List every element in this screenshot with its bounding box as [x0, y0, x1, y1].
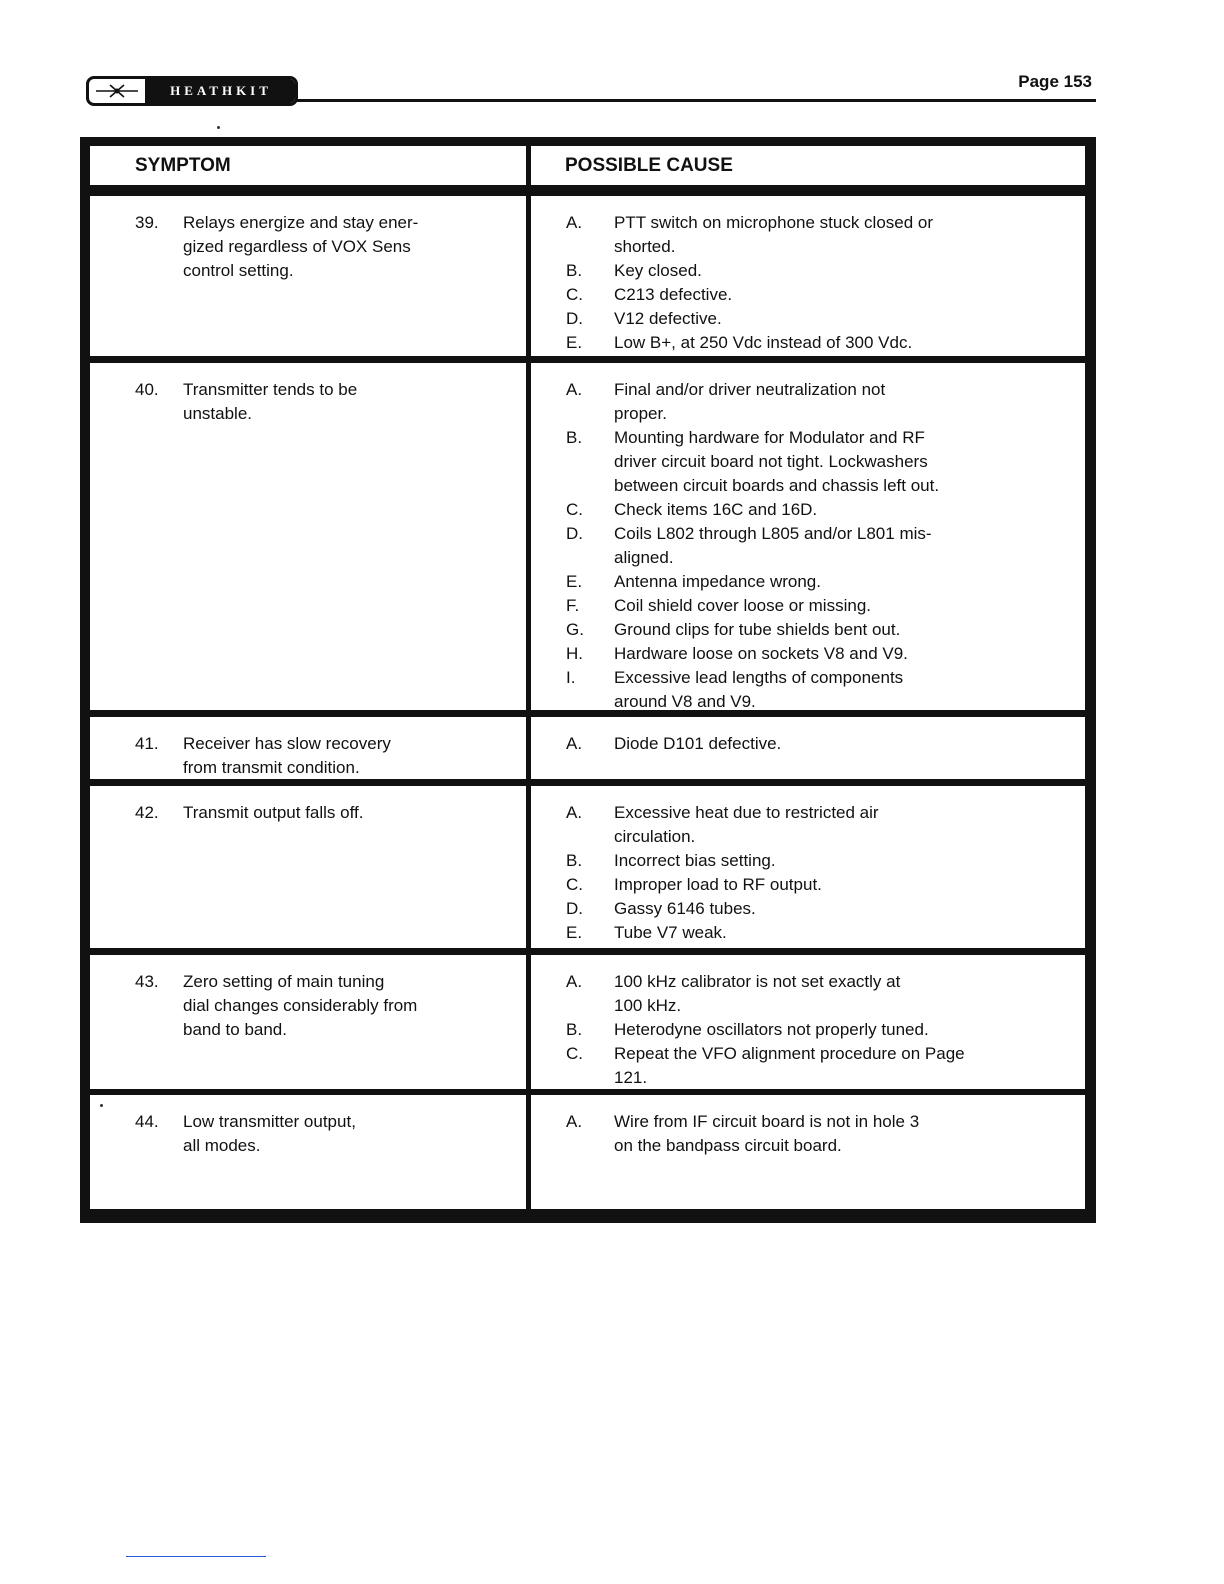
- cause-text: Hardware loose on sockets V8 and V9.: [614, 644, 908, 663]
- cause-text: PTT switch on microphone stuck closed or shorted.: [614, 213, 934, 256]
- table-row-44-symptom: [90, 1095, 526, 1209]
- cause-text: Heterodyne oscillators not properly tuned.: [614, 1020, 929, 1039]
- symptom-number: 42.: [135, 803, 159, 822]
- symptom-text: Receiver has slow recovery from transmit condition.: [183, 734, 391, 777]
- cause-letter: I.: [566, 668, 576, 687]
- footer-underline: [126, 1556, 266, 1557]
- table-row-42-symptom: [90, 786, 526, 948]
- table-row-41-symptom: [90, 717, 526, 779]
- logo-wordmark: HEATHKIT: [147, 79, 295, 103]
- cause-item: [566, 570, 1085, 594]
- cause-item: [566, 642, 1085, 666]
- page-header: [84, 72, 1096, 112]
- symptom-text: Transmit output falls off.: [183, 803, 364, 822]
- cause-text: Low B+, at 250 Vdc instead of 300 Vdc.: [614, 333, 913, 352]
- cause-item: [566, 426, 1085, 498]
- symptom-text: Transmitter tends to be unstable.: [183, 380, 358, 423]
- cause-letter: A.: [566, 734, 583, 753]
- cause-text: Coils L802 through L805 and/or L801 mis- aligned.: [614, 524, 932, 567]
- cause-item: [566, 1018, 1085, 1042]
- cause-letter: E.: [566, 572, 583, 591]
- cause-letter: C.: [566, 500, 583, 519]
- cause-item: [566, 666, 1085, 714]
- cause-letter: A.: [566, 972, 583, 991]
- cause-letter: B.: [566, 1020, 583, 1039]
- cause-item: [566, 732, 1085, 756]
- symptom-text: Zero setting of main tuning dial changes considerably from band to band.: [183, 972, 418, 1039]
- cause-text: Antenna impedance wrong.: [614, 572, 821, 591]
- cause-text: Excessive lead lengths of components around V8 and V9.: [614, 668, 904, 711]
- cause-letter: A.: [566, 213, 583, 232]
- cause-text: Wire from IF circuit board is not in hole 3 on the bandpass circuit board.: [614, 1112, 920, 1155]
- cause-item: [566, 307, 1085, 331]
- cause-text: Incorrect bias setting.: [614, 851, 776, 870]
- cause-text: Ground clips for tube shields bent out.: [614, 620, 901, 639]
- table-row-39-causes: [531, 196, 1085, 356]
- symptom-number: 43.: [135, 972, 159, 991]
- cause-letter: E.: [566, 333, 583, 352]
- cause-letter: D.: [566, 309, 583, 328]
- cause-text: Final and/or driver neutralization not proper.: [614, 380, 886, 423]
- cause-text: C213 defective.: [614, 285, 733, 304]
- cause-text: Excessive heat due to restricted air circulation.: [614, 803, 879, 846]
- cause-item: [566, 1042, 1085, 1090]
- cause-item: [566, 211, 1085, 259]
- column-header-symptom-label: SYMPTOM: [135, 154, 231, 176]
- symptom-text: Relays energize and stay ener- gized regardless of VOX Sens control setting.: [183, 213, 419, 280]
- table-row-40-causes: [531, 363, 1085, 710]
- cause-item: [566, 801, 1085, 849]
- cause-text: Gassy 6146 tubes.: [614, 899, 756, 918]
- cause-item: [566, 618, 1085, 642]
- cause-item: [566, 522, 1085, 570]
- stray-dot: [217, 126, 220, 129]
- cause-letter: G.: [566, 620, 584, 639]
- cause-text: Key closed.: [614, 261, 702, 280]
- cause-letter: B.: [566, 261, 583, 280]
- troubleshooting-table: [80, 137, 1096, 1223]
- cause-letter: A.: [566, 803, 583, 822]
- cause-item: [566, 921, 1085, 945]
- cause-item: [566, 259, 1085, 283]
- page-number: Page 153: [1018, 72, 1092, 91]
- cause-letter: C.: [566, 285, 583, 304]
- table-row-43-causes: [531, 955, 1085, 1089]
- cause-item: [566, 970, 1085, 1018]
- cause-item: [566, 873, 1085, 897]
- table-row-43-symptom: [90, 955, 526, 1089]
- cause-text: Coil shield cover loose or missing.: [614, 596, 871, 615]
- stray-dot: [100, 1104, 103, 1107]
- column-header-cause: [531, 146, 1085, 185]
- cause-item: [566, 1110, 1085, 1158]
- column-header-symptom: [90, 146, 526, 185]
- cause-item: [566, 594, 1085, 618]
- cause-text: Mounting hardware for Modulator and RF driver circuit board not tight. Lockwashers between circuit boards and chassis left out.: [614, 428, 940, 495]
- cause-text: Check items 16C and 16D.: [614, 500, 818, 519]
- cause-text: V12 defective.: [614, 309, 722, 328]
- cause-letter: C.: [566, 875, 583, 894]
- cause-letter: B.: [566, 851, 583, 870]
- symptom-number: 44.: [135, 1112, 159, 1131]
- heathkit-logo: [86, 76, 298, 106]
- cause-item: [566, 498, 1085, 522]
- table-row-41-causes: [531, 717, 1085, 779]
- cause-letter: E.: [566, 923, 583, 942]
- cause-item: [566, 849, 1085, 873]
- cause-text: Diode D101 defective.: [614, 734, 782, 753]
- cause-letter: B.: [566, 428, 583, 447]
- cause-item: [566, 283, 1085, 307]
- symptom-number: 41.: [135, 734, 159, 753]
- table-row-39-symptom: [90, 196, 526, 356]
- symptom-number: 40.: [135, 380, 159, 399]
- cause-letter: A.: [566, 380, 583, 399]
- table-row-42-causes: [531, 786, 1085, 948]
- column-header-cause-label: POSSIBLE CAUSE: [565, 154, 733, 176]
- cause-item: [566, 378, 1085, 426]
- symptom-number: 39.: [135, 213, 159, 232]
- cause-letter: D.: [566, 524, 583, 543]
- cause-letter: F.: [566, 596, 580, 615]
- cause-text: Repeat the VFO alignment procedure on Page 121.: [614, 1044, 965, 1087]
- cause-letter: A.: [566, 1112, 583, 1131]
- cause-text: 100 kHz calibrator is not set exactly at 100 kHz.: [614, 972, 901, 1015]
- cause-letter: C.: [566, 1044, 583, 1063]
- cause-letter: H.: [566, 644, 583, 663]
- cause-letter: D.: [566, 899, 583, 918]
- cause-text: Improper load to RF output.: [614, 875, 822, 894]
- cause-item: [566, 331, 1085, 355]
- cause-item: [566, 897, 1085, 921]
- logo-emblem-icon: [89, 79, 147, 103]
- cause-text: Tube V7 weak.: [614, 923, 727, 942]
- header-rule: [296, 99, 1096, 102]
- symptom-text: Low transmitter output, all modes.: [183, 1112, 356, 1155]
- table-row-44-causes: [531, 1095, 1085, 1209]
- table-row-40-symptom: [90, 363, 526, 710]
